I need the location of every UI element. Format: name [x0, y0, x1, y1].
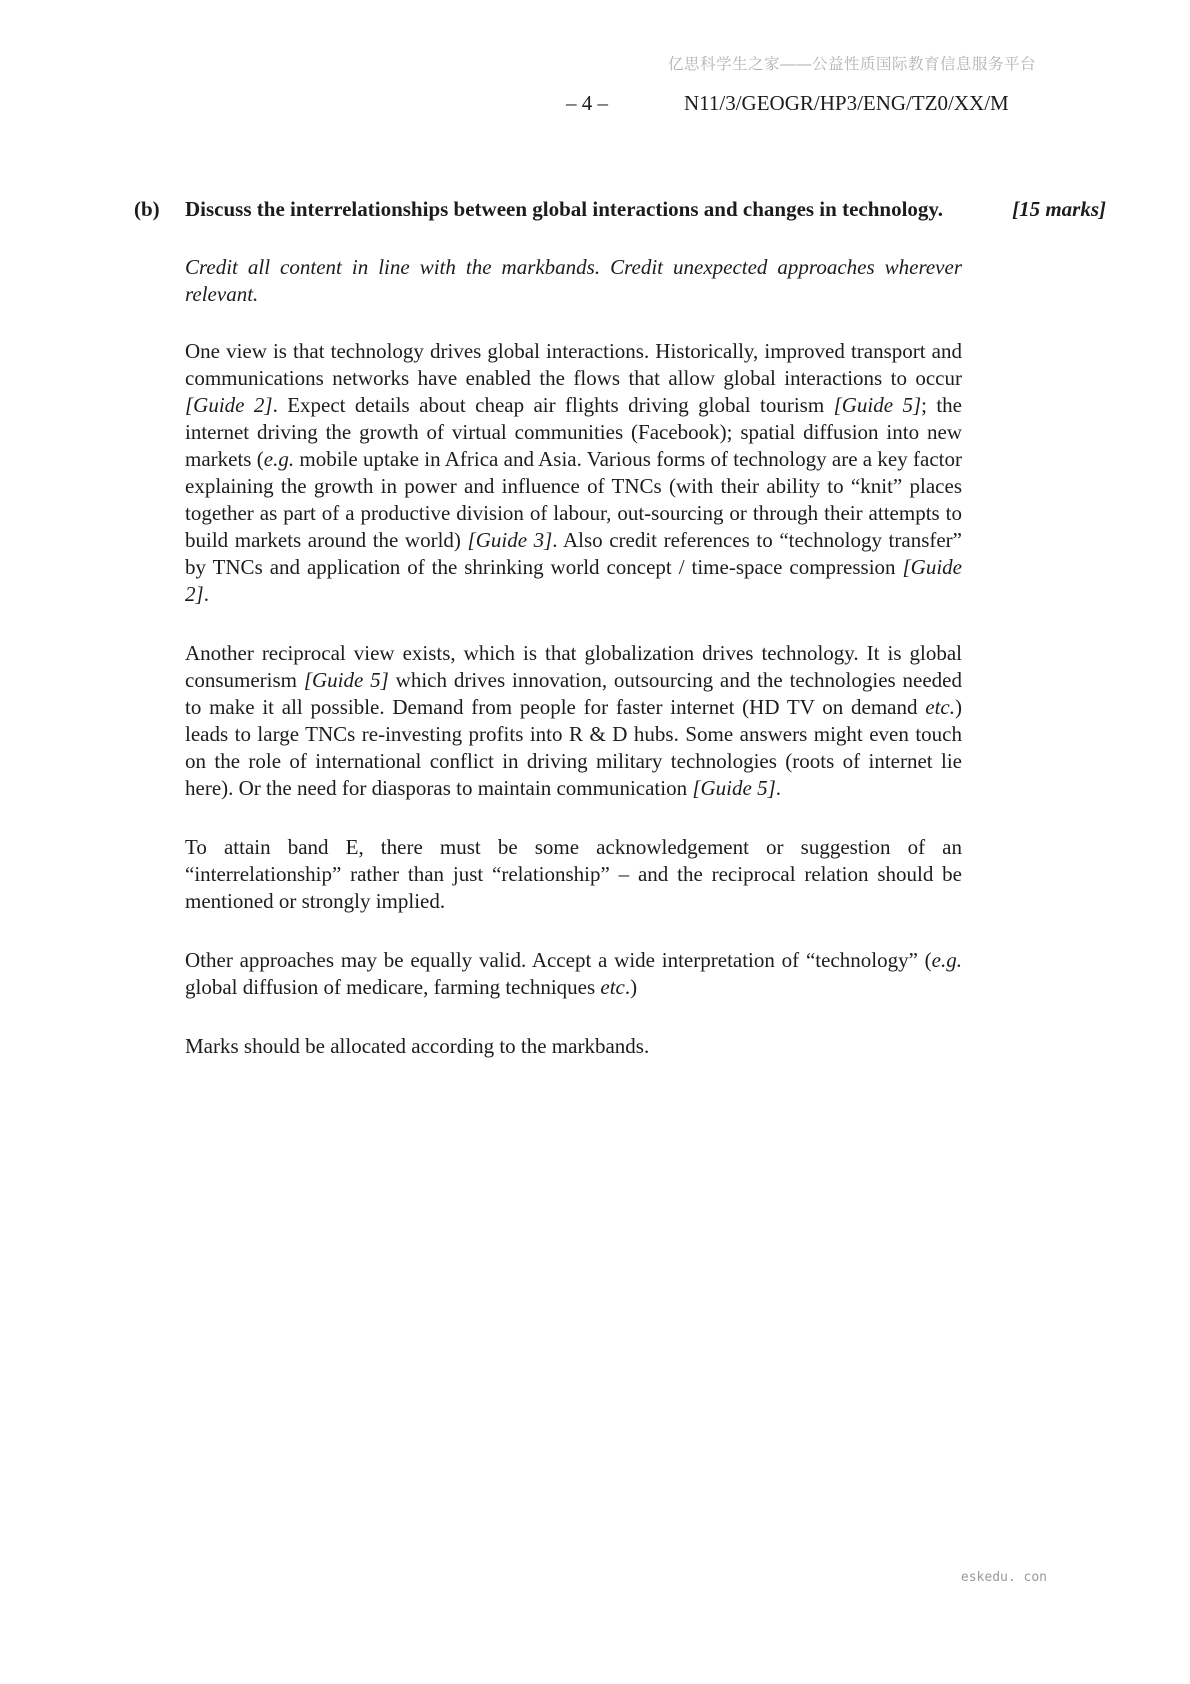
question-row: [134, 196, 1106, 223]
markscheme-paragraph-5: Marks should be allocated according to the markbands.: [185, 1034, 650, 1058]
markscheme-paragraph-1: One view is that technology drives global interactions. Historically, improved transport and communications networks have enabled the flows that allow global interactions to occur [Guide 2]. Expect details about cheap air flights driving global tourism [Guide 5]; the internet driving the growth of virtual communities (Facebook); spatial diffusion into new markets (e.g. mobile uptake in Africa and Asia. Various forms of technology are a key factor explaining the growth in power and influence of TNCs (with their ability to “knit” places together as part of a productive division of labour, out-sourcing or through their attempts to build markets around the world) [Guide 3]. Also credit references to “technology transfer” by TNCs and application of the shrinking world concept / time-space compression [Guide 2].: [185, 339, 963, 606]
markscheme-paragraph-2: Another reciprocal view exists, which is that globalization drives technology. It is global consumerism [Guide 5] which drives innovation, outsourcing and the technologies needed to make it all possible. Demand from people for faster internet (HD TV on demand etc.) leads to large TNCs re-investing profits into R & D hubs. Some answers might even touch on the role of international conflict in driving military technologies (roots of internet lie here). Or the need for diasporas to maintain communication [Guide 5].: [185, 641, 963, 800]
footer-site-text: eskedu. con: [960, 1570, 1047, 1585]
question-marks: [15 marks]: [1012, 197, 1106, 221]
markscheme-paragraph-4: Other approaches may be equally valid. Accept a wide interpretation of “technology” (e.g. global diffusion of medicare, farming techniques etc.): [185, 948, 962, 999]
watermark-text: 亿思科学生之家——公益性质国际教育信息服务平台: [668, 56, 1037, 73]
question-prompt: Discuss the interrelationships between global interactions and changes in technology.: [185, 197, 943, 221]
document-code: N11/3/GEOGR/HP3/ENG/TZ0/XX/M: [684, 91, 1009, 115]
page-number: – 4 –: [566, 91, 608, 115]
markscheme-content: [134, 196, 1106, 1060]
markscheme-paragraph-3: To attain band E, there must be some acknowledgement or suggestion of an “interrelationship” rather than just “relationship” – and the reciprocal relation should be mentioned or strongly implied.: [185, 835, 962, 913]
credit-note: Credit all content in line with the markbands. Credit unexpected approaches wherever relevant.: [185, 255, 962, 306]
question-label: (b): [134, 197, 160, 221]
markscheme-paragraphs: [134, 338, 1106, 1060]
